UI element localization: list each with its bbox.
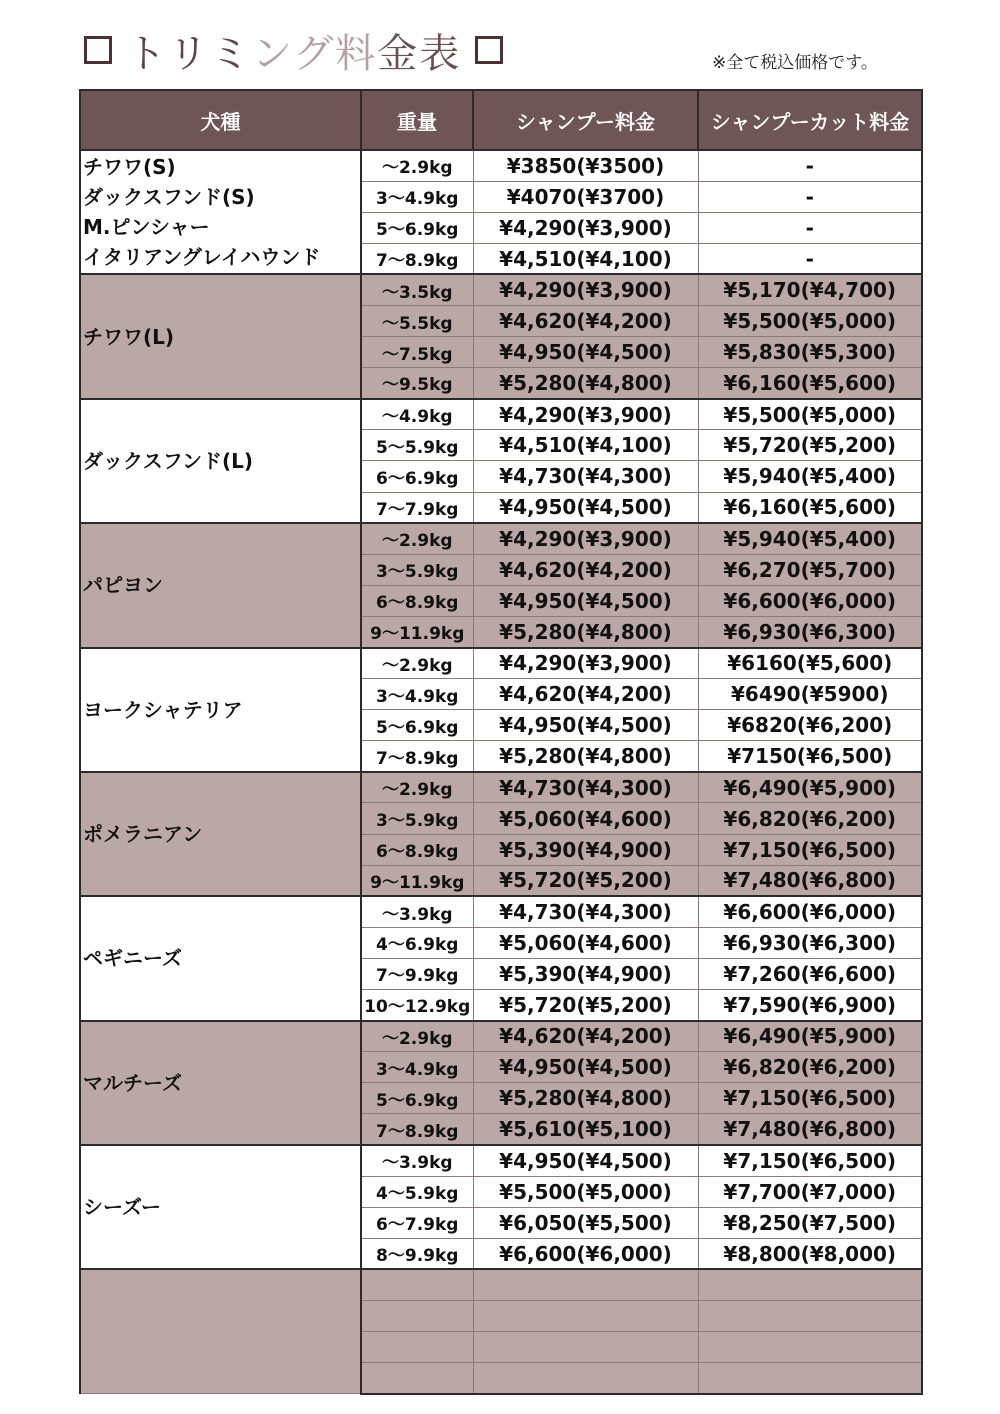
col-header-shampoo-cut: シャンプーカット料金 [698, 90, 922, 150]
shampoo-price-cell: ¥4,620(¥4,200) [473, 305, 698, 336]
page-title [84, 22, 503, 78]
shampoo-price-cell: ¥4,510(¥4,100) [473, 243, 698, 274]
weight-cell: ～2.9kg [361, 772, 473, 803]
weight-cell: 8～9.9kg [361, 1238, 473, 1269]
breed-name: M.ピンシャー [83, 215, 210, 240]
weight-cell [361, 1332, 473, 1363]
shampoo-price-cell: ¥6,050(¥5,500) [473, 1207, 698, 1238]
weight-cell: 10～12.9kg [361, 990, 473, 1021]
shampoo-price-cell: ¥4070(¥3700) [473, 181, 698, 212]
price-table [79, 89, 923, 1395]
shampoo-cut-price-cell: ¥6,820(¥6,200) [698, 803, 922, 834]
shampoo-price-cell: ¥4,950(¥4,500) [473, 585, 698, 616]
shampoo-cut-price-cell: - [698, 212, 922, 243]
square-icon [475, 36, 503, 64]
shampoo-price-cell: ¥5,610(¥5,100) [473, 1114, 698, 1145]
weight-cell: 3～4.9kg [361, 1052, 473, 1083]
shampoo-price-cell: ¥5,390(¥4,900) [473, 958, 698, 989]
shampoo-price-cell: ¥5,280(¥4,800) [473, 368, 698, 399]
shampoo-price-cell [473, 1363, 698, 1394]
shampoo-price-cell: ¥5,060(¥4,600) [473, 927, 698, 958]
breed-cell [80, 1021, 361, 1145]
weight-cell: 7～9.9kg [361, 958, 473, 989]
shampoo-price-cell [473, 1300, 698, 1331]
shampoo-cut-price-cell [698, 1300, 922, 1331]
weight-cell: ～2.9kg [361, 523, 473, 554]
breed-cell [80, 274, 361, 398]
shampoo-cut-price-cell: ¥7,260(¥6,600) [698, 958, 922, 989]
shampoo-cut-price-cell: ¥8,800(¥8,000) [698, 1238, 922, 1269]
weight-cell: ～2.9kg [361, 648, 473, 679]
weight-cell: 5～5.9kg [361, 430, 473, 461]
shampoo-price-cell: ¥4,510(¥4,100) [473, 430, 698, 461]
shampoo-cut-price-cell: ¥6,490(¥5,900) [698, 772, 922, 803]
weight-cell: 6～8.9kg [361, 834, 473, 865]
shampoo-cut-price-cell: ¥7,480(¥6,800) [698, 865, 922, 896]
shampoo-price-cell: ¥5,500(¥5,000) [473, 1176, 698, 1207]
shampoo-cut-price-cell: ¥7,480(¥6,800) [698, 1114, 922, 1145]
breed-cell [80, 523, 361, 647]
shampoo-price-cell: ¥4,950(¥4,500) [473, 710, 698, 741]
weight-cell: 7～7.9kg [361, 492, 473, 523]
table-row [80, 399, 922, 430]
breed-name: ダックスフンド(L) [83, 448, 254, 473]
shampoo-cut-price-cell: ¥7,590(¥6,900) [698, 990, 922, 1021]
weight-cell: 3～5.9kg [361, 803, 473, 834]
shampoo-price-cell: ¥4,290(¥3,900) [473, 274, 698, 305]
breed-name: マルチーズ [83, 1070, 182, 1095]
table-row [80, 150, 922, 181]
col-header-weight: 重量 [361, 90, 473, 150]
shampoo-price-cell: ¥4,290(¥3,900) [473, 648, 698, 679]
shampoo-cut-price-cell: ¥6160(¥5,600) [698, 648, 922, 679]
shampoo-cut-price-cell: ¥6,160(¥5,600) [698, 492, 922, 523]
shampoo-cut-price-cell [698, 1269, 922, 1300]
shampoo-price-cell: ¥6,600(¥6,000) [473, 1238, 698, 1269]
shampoo-price-cell: ¥4,290(¥3,900) [473, 523, 698, 554]
shampoo-price-cell: ¥4,620(¥4,200) [473, 554, 698, 585]
weight-cell: ～3.9kg [361, 896, 473, 927]
shampoo-cut-price-cell: ¥7,150(¥6,500) [698, 1083, 922, 1114]
square-icon [84, 36, 112, 64]
breed-name: ヨークシャテリア [83, 697, 243, 722]
shampoo-price-cell: ¥5,060(¥4,600) [473, 803, 698, 834]
weight-cell [361, 1300, 473, 1331]
shampoo-cut-price-cell: ¥7,700(¥7,000) [698, 1176, 922, 1207]
breed-name: チワワ(L) [83, 324, 175, 349]
weight-cell: 5～6.9kg [361, 212, 473, 243]
shampoo-price-cell: ¥4,950(¥4,500) [473, 492, 698, 523]
weight-cell: ～2.9kg [361, 1021, 473, 1052]
table-row [80, 648, 922, 679]
shampoo-price-cell: ¥4,620(¥4,200) [473, 679, 698, 710]
weight-cell: 3～5.9kg [361, 554, 473, 585]
shampoo-cut-price-cell: ¥5,830(¥5,300) [698, 337, 922, 368]
shampoo-cut-price-cell: ¥7150(¥6,500) [698, 741, 922, 772]
shampoo-cut-price-cell: ¥5,940(¥5,400) [698, 461, 922, 492]
weight-cell: 4～5.9kg [361, 1176, 473, 1207]
shampoo-price-cell [473, 1269, 698, 1300]
breed-name: パピヨン [83, 573, 163, 598]
shampoo-cut-price-cell: ¥8,250(¥7,500) [698, 1207, 922, 1238]
weight-cell: 7～8.9kg [361, 243, 473, 274]
weight-cell: 3～4.9kg [361, 679, 473, 710]
shampoo-price-cell: ¥4,950(¥4,500) [473, 1052, 698, 1083]
breed-cell [80, 1145, 361, 1269]
weight-cell: 4～6.9kg [361, 927, 473, 958]
weight-cell: ～2.9kg [361, 150, 473, 181]
shampoo-price-cell: ¥4,290(¥3,900) [473, 399, 698, 430]
shampoo-cut-price-cell: ¥6,600(¥6,000) [698, 896, 922, 927]
weight-cell: ～3.5kg [361, 274, 473, 305]
shampoo-cut-price-cell: - [698, 243, 922, 274]
shampoo-cut-price-cell: ¥6820(¥6,200) [698, 710, 922, 741]
breed-name: チワワ(S) [83, 155, 176, 180]
shampoo-price-cell: ¥4,730(¥4,300) [473, 461, 698, 492]
shampoo-cut-price-cell: ¥6,820(¥6,200) [698, 1052, 922, 1083]
breed-cell [80, 896, 361, 1020]
shampoo-cut-price-cell: ¥6,490(¥5,900) [698, 1021, 922, 1052]
weight-cell: ～7.5kg [361, 337, 473, 368]
shampoo-cut-price-cell: ¥6,160(¥5,600) [698, 368, 922, 399]
shampoo-cut-price-cell: ¥5,500(¥5,000) [698, 305, 922, 336]
shampoo-price-cell: ¥5,720(¥5,200) [473, 990, 698, 1021]
shampoo-cut-price-cell: ¥5,720(¥5,200) [698, 430, 922, 461]
breed-name: ペギニーズ [83, 946, 182, 971]
col-header-breed: 犬種 [80, 90, 361, 150]
table-row [80, 274, 922, 305]
shampoo-price-cell: ¥4,290(¥3,900) [473, 212, 698, 243]
shampoo-cut-price-cell: - [698, 150, 922, 181]
shampoo-cut-price-cell: - [698, 181, 922, 212]
shampoo-price-cell: ¥5,720(¥5,200) [473, 865, 698, 896]
breed-cell [80, 648, 361, 772]
table-header-row [80, 90, 922, 150]
shampoo-price-cell: ¥5,280(¥4,800) [473, 1083, 698, 1114]
title-text: トリミング料金表 [126, 30, 462, 77]
shampoo-cut-price-cell: ¥5,940(¥5,400) [698, 523, 922, 554]
tax-note: ※全て税込価格です。 [712, 53, 878, 73]
shampoo-cut-price-cell: ¥7,150(¥6,500) [698, 1145, 922, 1176]
weight-cell: 6～6.9kg [361, 461, 473, 492]
weight-cell: 7～8.9kg [361, 1114, 473, 1145]
shampoo-price-cell: ¥4,950(¥4,500) [473, 337, 698, 368]
weight-cell: 9～11.9kg [361, 616, 473, 647]
col-header-shampoo: シャンプー料金 [473, 90, 698, 150]
shampoo-cut-price-cell: ¥7,150(¥6,500) [698, 834, 922, 865]
shampoo-price-cell: ¥4,620(¥4,200) [473, 1021, 698, 1052]
table-row [80, 1021, 922, 1052]
weight-cell: 6～7.9kg [361, 1207, 473, 1238]
shampoo-price-cell [473, 1332, 698, 1363]
table-row [80, 1145, 922, 1176]
weight-cell [361, 1269, 473, 1300]
table-row [80, 772, 922, 803]
shampoo-price-cell: ¥5,390(¥4,900) [473, 834, 698, 865]
shampoo-cut-price-cell [698, 1363, 922, 1394]
breed-cell [80, 150, 361, 274]
weight-cell: ～5.5kg [361, 305, 473, 336]
weight-cell [361, 1363, 473, 1394]
shampoo-cut-price-cell: ¥6,270(¥5,700) [698, 554, 922, 585]
shampoo-price-cell: ¥4,730(¥4,300) [473, 896, 698, 927]
weight-cell: ～4.9kg [361, 399, 473, 430]
weight-cell: ～9.5kg [361, 368, 473, 399]
shampoo-cut-price-cell: ¥6490(¥5900) [698, 679, 922, 710]
table-row [80, 1269, 922, 1300]
weight-cell: 6～8.9kg [361, 585, 473, 616]
breed-cell [80, 772, 361, 896]
shampoo-price-cell: ¥5,280(¥4,800) [473, 741, 698, 772]
weight-cell: 3～4.9kg [361, 181, 473, 212]
table-row [80, 896, 922, 927]
weight-cell: 7～8.9kg [361, 741, 473, 772]
breed-name: ポメラニアン [83, 822, 203, 847]
weight-cell: ～3.9kg [361, 1145, 473, 1176]
shampoo-cut-price-cell [698, 1332, 922, 1363]
breed-name: シーズー [83, 1195, 161, 1220]
weight-cell: 9～11.9kg [361, 865, 473, 896]
breed-cell [80, 1269, 361, 1393]
shampoo-cut-price-cell: ¥6,930(¥6,300) [698, 616, 922, 647]
shampoo-cut-price-cell: ¥5,500(¥5,000) [698, 399, 922, 430]
shampoo-price-cell: ¥5,280(¥4,800) [473, 616, 698, 647]
shampoo-price-cell: ¥3850(¥3500) [473, 150, 698, 181]
table-row [80, 523, 922, 554]
shampoo-price-cell: ¥4,950(¥4,500) [473, 1145, 698, 1176]
weight-cell: 5～6.9kg [361, 710, 473, 741]
shampoo-cut-price-cell: ¥5,170(¥4,700) [698, 274, 922, 305]
weight-cell: 5～6.9kg [361, 1083, 473, 1114]
breed-name: ダックスフンド(S) [83, 185, 255, 210]
shampoo-cut-price-cell: ¥6,600(¥6,000) [698, 585, 922, 616]
shampoo-price-cell: ¥4,730(¥4,300) [473, 772, 698, 803]
shampoo-cut-price-cell: ¥6,930(¥6,300) [698, 927, 922, 958]
breed-cell [80, 399, 361, 523]
breed-name: イタリアングレイハウンド [83, 245, 321, 270]
